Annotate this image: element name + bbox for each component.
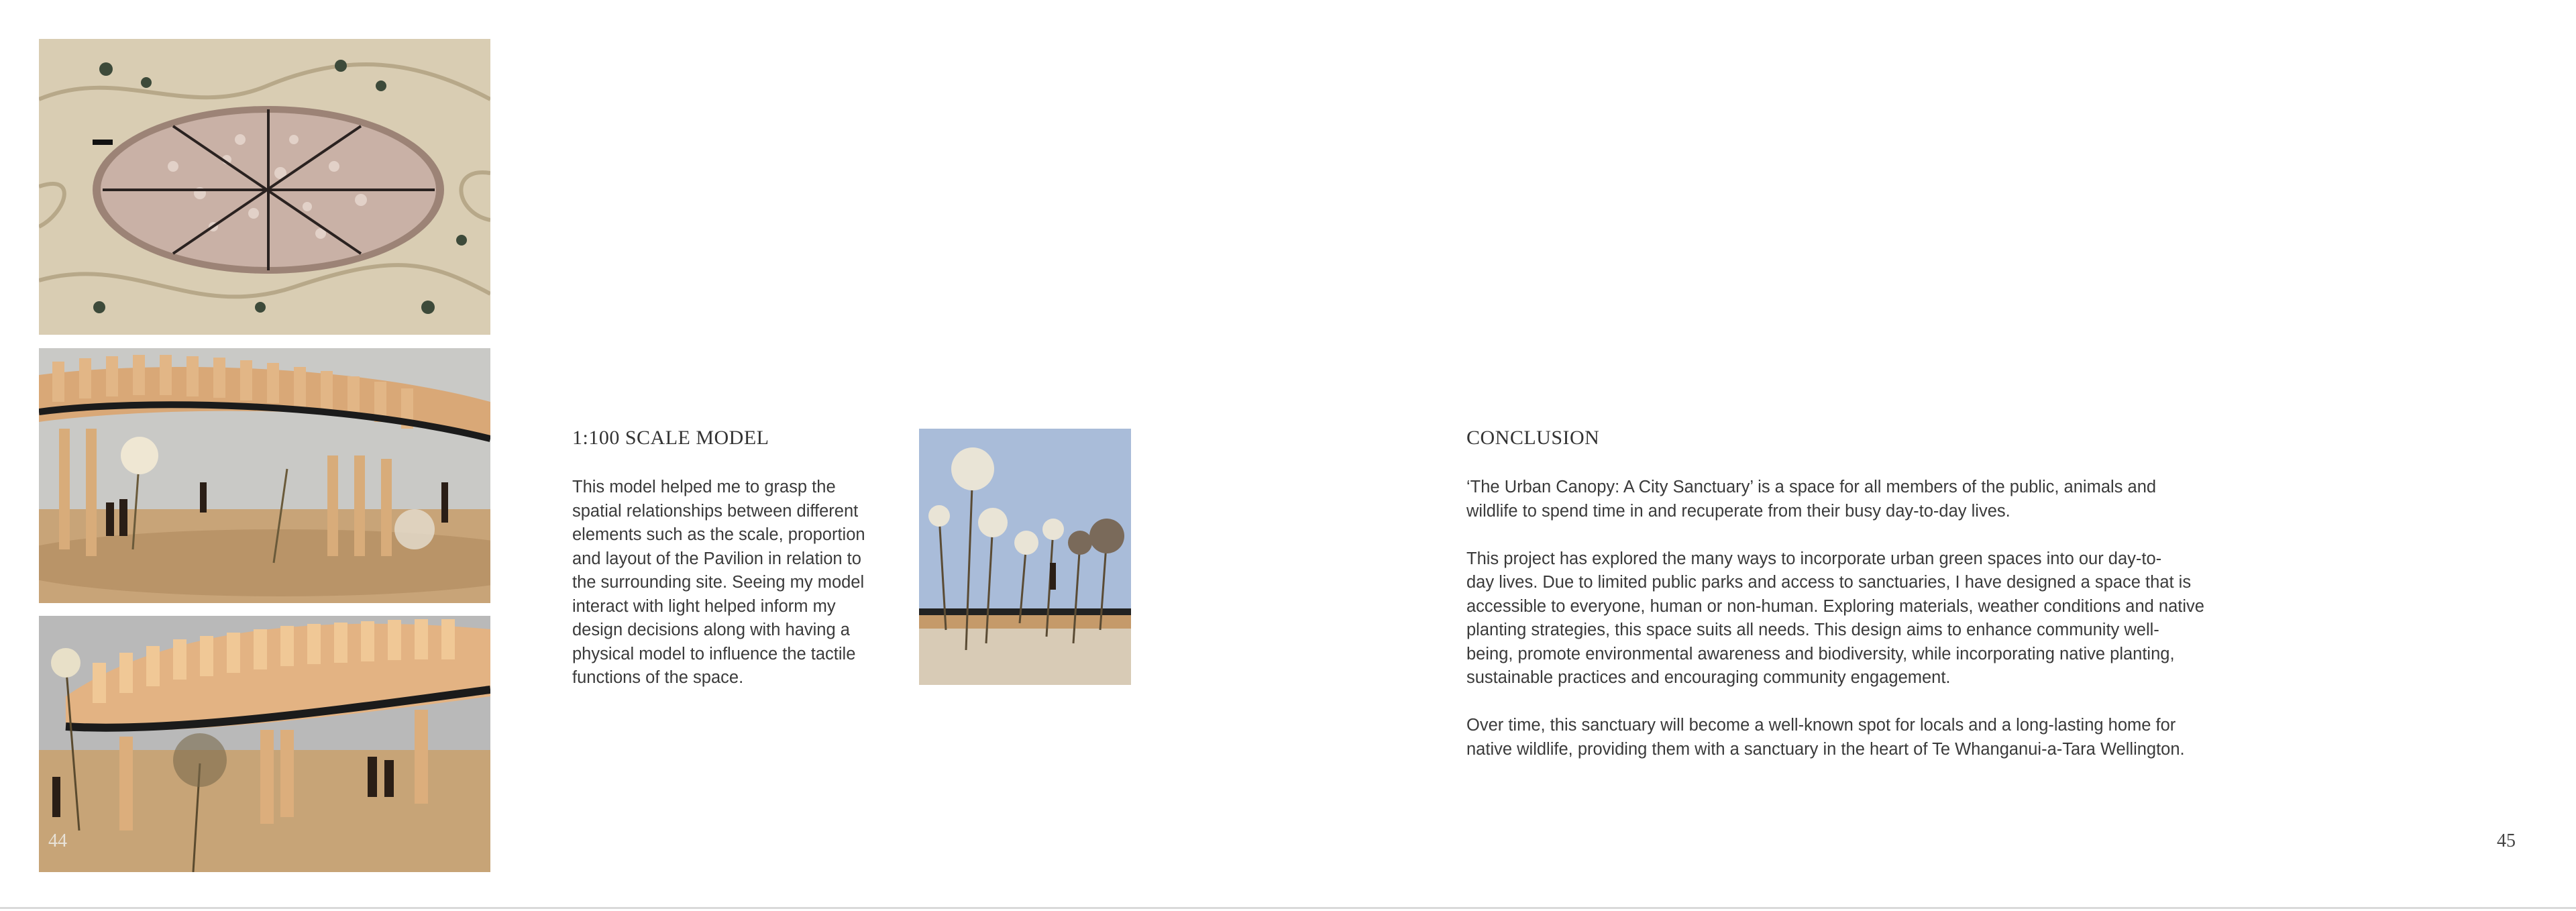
conclusion-line: wildlife to spend time in and recuperate from their busy day-to-day lives. (1466, 501, 2010, 521)
photo-model-detail-flowers (919, 429, 1131, 685)
conclusion-line: native wildlife, providing them with a sanctuary in the heart of Te Whanganui-a-Tara Wellington. (1466, 739, 2185, 759)
page-bottom-rule (0, 907, 2576, 909)
conclusion-line: Over time, this sanctuary will become a well-known spot for locals and a long-lasting home for (1466, 716, 2176, 735)
conclusion-line: ‘The Urban Canopy: A City Sanctuary’ is a space for all members of the public, animals and (1466, 478, 2157, 496)
page-number-left: 44 (48, 830, 67, 851)
paragraph-spacer (1466, 690, 2298, 714)
model-body-line: This model helped me to grasp the (572, 478, 836, 496)
conclusion-line: being, promote environmental awareness and biodiversity, while incorporating native planting, (1466, 644, 2175, 663)
model-body-line: the surrounding site. Seeing my model (572, 573, 865, 592)
conclusion-heading: CONCLUSION (1466, 427, 1600, 449)
model-body-line: design decisions along with having a (572, 621, 850, 639)
model-section-body (572, 476, 894, 690)
model-body-line: and layout of the Pavilion in relation to (572, 549, 861, 568)
model-section-heading: 1:100 SCALE MODEL (572, 427, 769, 449)
model-body-line: interact with light helped inform my (572, 596, 836, 616)
conclusion-line: day lives. Due to limited public parks and access to sanctuaries, I have designed a space that is (1466, 573, 2192, 592)
photo-model-underside-view (39, 616, 490, 872)
photo-model-side-view (39, 348, 490, 603)
conclusion-line: planting strategies, this space suits all needs. This design aims to enhance community well- (1466, 621, 2159, 639)
model-body-line: elements such as the scale, proportion (572, 525, 865, 544)
conclusion-body (1466, 476, 2298, 761)
paragraph-spacer (1466, 523, 2298, 547)
conclusion-line: This project has explored the many ways to incorporate urban green spaces into our day-to- (1466, 549, 2162, 568)
model-body-line: functions of the space. (572, 668, 744, 687)
photo-model-top-view (39, 39, 490, 335)
page-number-right: 45 (2497, 830, 2516, 851)
conclusion-line: sustainable practices and encouraging community engagement. (1466, 668, 1951, 687)
model-body-line: physical model to influence the tactile (572, 644, 856, 663)
model-body-line: spatial relationships between different (572, 501, 859, 521)
conclusion-line: accessible to everyone, human or non-human. Exploring materials, weather conditions and native (1466, 596, 2204, 616)
